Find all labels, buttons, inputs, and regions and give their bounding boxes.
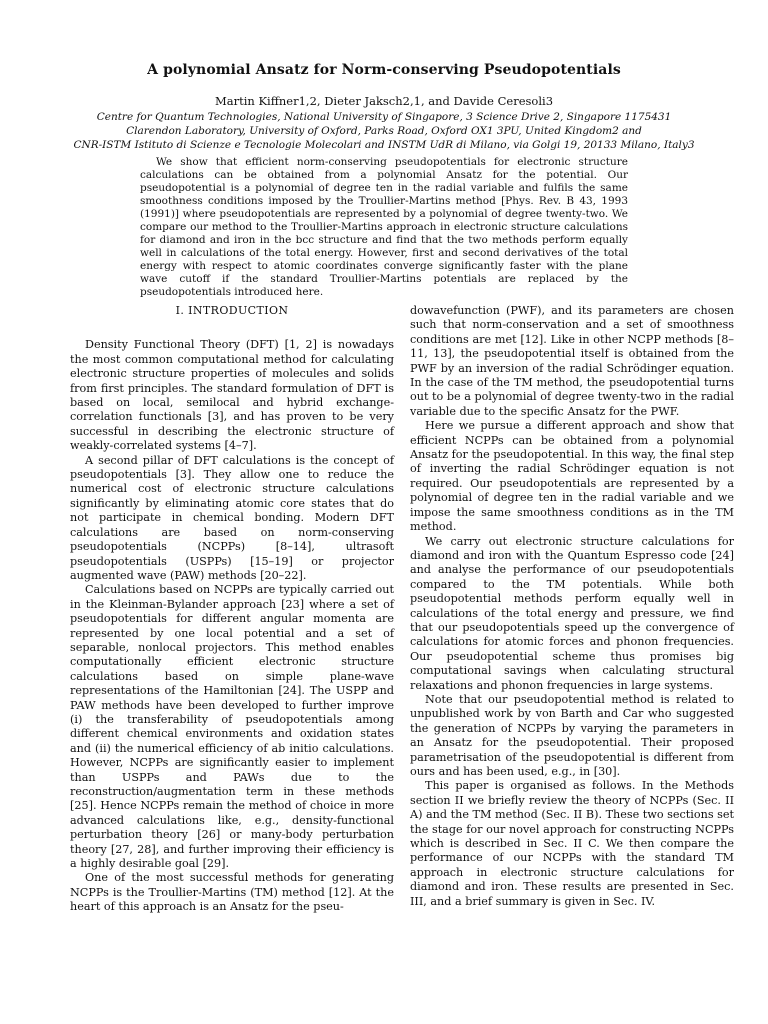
author-list: Martin Kiffner1,2, Dieter Jaksch2,1, and Davide Ceresoli3 xyxy=(214,94,554,108)
paragraph: Calculations based on NCPPs are typically carried out in the Kleinman-Bylander approach [23] where a set of pseudopotentials for different angular momenta are represented by one local potential and a set of separable, nonlocal projectors. This method enables computationally efficient electronic structure calculations based on simple plane-wave representations of the Hamiltonian [24]. The USPP and PAW methods have been developed to further improve (i) the transferability of pseudopotentials among different chemical environments and oxidation states and (ii) the numerical efficiency of ab initio calculations. However, NCPPs are significantly easier to implement than USPPs and PAWs due to the reconstruction/augmentation term in these methods [25]. Hence NCPPs remain the method of choice in more advanced calculations like, e.g., density-functional perturbation theory [26] or many-body perturbation theory [27, 28], and further improving their efficiency is a highly desirable goal [29]. xyxy=(70,583,394,871)
affiliation-1: Centre for Quantum Technologies, National University of Singapore, 3 Science Drive 2, Singapore 1175431 xyxy=(96,111,672,123)
paragraph: Note that our pseudopotential method is related to unpublished work by von Barth and Car who suggested the generation of NCPPs by varying the parameters in an Ansatz for the pseudopotential. Their proposed parametrisation of the pseudopotential is different from ours and has been used, e.g., in [30]. xyxy=(410,692,734,778)
abstract-text: We show that efficient norm-conserving pseudopotentials for electronic structure calculations can be obtained from a polynomial Ansatz for the potential. Our pseudopotential is a polynomial of degree ten in the radial variable and fulfils the same smoothness conditions imposed by the Troullier-Martins method [Phys. Rev. B 43, 1993 (1991)] where pseudopotentials are represented by a polynomial of degree twenty-two. We compare our method to the Troullier-Martins approach in electronic structure calculations for diamond and iron in the bcc structure and find that the two methods perform equally well in calculations of the total energy. However, first and second derivatives of the total energy with respect to atomic coordinates converge significantly faster with the plane wave cutoff if the standard Troullier-Martins potentials are replaced by the pseudopotentials introduced here. xyxy=(140,156,628,298)
paragraph: This paper is organised as follows. In the Methods section II we briefly review the theory of NCPPs (Sec. II A) and the TM method (Sec. II B). These two sections set the stage for our novel approach for constructing NCPPs which is described in Sec. II C. We then compare the performance of our NCPPs with the standard TM approach in electronic structure calculations for diamond and iron. These results are presented in Sec. III, and a brief summary is given in Sec. IV. xyxy=(410,779,734,908)
paragraph: We carry out electronic structure calculations for diamond and iron with the Quantum Espresso code [24] and analyse the performance of our pseudopotentials compared to the TM potentials. While both pseudopotential methods perform equally well in calculations of the total energy and pressure, we find that our pseudopotentials speed up the convergence of calculations for atomic forces and phonon frequencies. Our pseudopotential scheme thus promises big computational savings when calculating structural relaxations and phonon frequencies in large systems. xyxy=(410,534,734,692)
paper-title: A polynomial Ansatz for Norm-conserving Pseudopotentials xyxy=(147,62,621,78)
paragraph: Here we pursue a different approach and show that efficient NCPPs can be obtained from a polynomial Ansatz for the pseudopotential. In this way, the final step of inverting the radial Schrödinger equation is not required. Our pseudopotentials are represented by a polynomial of degree ten in the radial variable and we impose the same smoothness conditions as in the TM method. xyxy=(410,419,734,534)
paragraph: A second pillar of DFT calculations is the concept of pseudopotentials [3]. They allow one to reduce the numerical cost of electronic structure calculations significantly by eliminating atomic core states that do not participate in chemical bonding. Modern DFT calculations are based on norm-conserving pseudopotentials (NCPPs) [8–14], ultrasoft pseudopotentials (USPPs) [15–19] or projector augmented wave (PAW) methods [20–22]. xyxy=(70,453,394,582)
left-column xyxy=(70,304,394,915)
affiliation-3: CNR-ISTM Istituto di Scienze e Tecnologie Molecolari and INSTM UdR di Milano, via Golgi 19, 20133 Milano, Italy3 xyxy=(73,139,695,151)
paragraph: dowavefunction (PWF), and its parameters are chosen such that norm-conservation and a set of smoothness conditions are met [12]. Like in other NCPP methods [8–11, 13], the pseudopotential itself is obtained from the PWF by an inversion of the radial Schrödinger equation. In the case of the TM method, the pseudopotential turns out to be a polynomial of degree twenty-two in the radial variable due to the specific Ansatz for the PWF. xyxy=(410,304,734,418)
paragraph: One of the most successful methods for generating NCPPs is the Troullier-Martins (TM) method [12]. At the heart of this approach is an Ansatz for the pseu- xyxy=(70,871,394,914)
paragraph: Density Functional Theory (DFT) [1, 2] is nowadays the most common computational method for calculating electronic structure properties of molecules and solids from first principles. The standard formulation of DFT is based on local, semilocal and hybrid exchange-correlation functionals [3], and has proven to be very successful in describing the electronic structure of weakly-correlated systems [4–7]. xyxy=(70,338,394,453)
abstract xyxy=(140,156,628,299)
right-column xyxy=(410,304,734,909)
section-heading: I. INTRODUCTION xyxy=(175,304,289,317)
affiliation-2: Clarendon Laboratory, University of Oxford, Parks Road, Oxford OX1 3PU, United Kingdom2 and xyxy=(126,125,642,137)
